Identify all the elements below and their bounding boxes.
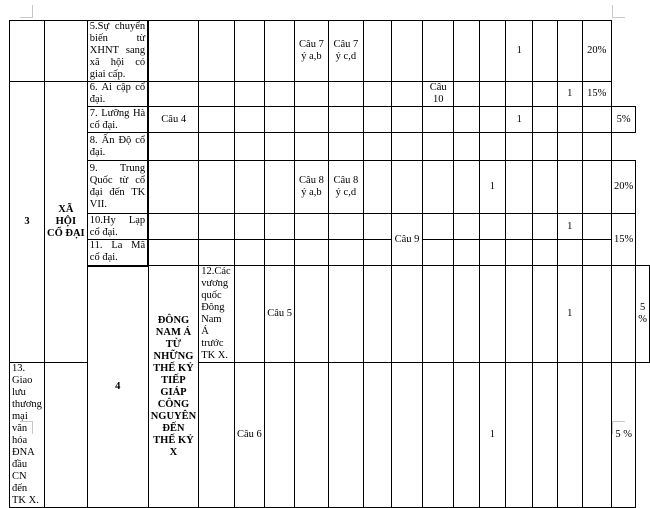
content-cell: 11. La Mã cổ đại. — [87, 240, 148, 266]
count-cell: 1 — [558, 82, 583, 107]
question-cell: Câu 6 — [234, 363, 265, 508]
count-cell: 1 — [479, 363, 506, 508]
content-cell: 13. Giao lưu thương mại văn hóa ĐNA đầu CN đến TK X. — [10, 363, 45, 508]
content-cell: 6. Ai cập cổ đại. — [87, 82, 148, 107]
content-cell: 10.Hy Lạp cổ đại. — [87, 214, 148, 240]
table-row — [10, 240, 650, 266]
table-row — [10, 21, 650, 82]
percent-cell: 5 % — [612, 363, 636, 508]
crop-mark-top-right — [612, 5, 625, 18]
table-row — [10, 266, 650, 363]
question-cell: Câu 5 — [265, 266, 295, 363]
topic-cell — [44, 21, 87, 82]
question-cell: Câu 7 ý c,d — [328, 21, 363, 82]
count-cell: 1 — [558, 266, 583, 363]
percent-cell: 20% — [582, 21, 611, 82]
count-cell: 1 — [479, 161, 506, 214]
question-cell: Câu 4 — [148, 107, 199, 133]
percent-cell: 5 % — [636, 266, 650, 363]
crop-mark-top-left — [20, 5, 33, 18]
table-row — [10, 161, 650, 214]
table-row — [10, 133, 650, 161]
content-cell: 12.Các vương quốc Đông Nam Á trước TK X. — [199, 266, 234, 363]
section-number: 4 — [87, 266, 148, 508]
percent-cell: 5% — [612, 107, 636, 133]
count-cell: 1 — [506, 21, 533, 82]
assessment-matrix-table — [9, 20, 650, 508]
section-topic: ĐÔNG NAM Á TỪ NHỮNG THẾ KỶ TIẾP GIÁP CÔNG NGUYÊN ĐẾN THẾ KỶ X — [148, 266, 199, 508]
question-cell: Câu 7 ý a,b — [295, 21, 329, 82]
content-cell: 8. Ấn Độ cổ đại. — [87, 133, 148, 161]
content-cell: 5.Sự chuyển biến từ XHNT sang xã hội có giai cấp. — [87, 21, 148, 82]
table-row — [10, 107, 650, 133]
content-cell: 7. Lưỡng Hà cổ đại. — [87, 107, 148, 133]
percent-cell: 15% — [582, 82, 611, 107]
question-cell: Câu 9 — [391, 214, 422, 266]
table-row — [10, 82, 650, 107]
content-cell: 9. Trung Quốc từ cổ đại đến TK VII. — [87, 161, 148, 214]
section-topic: XÃ HỘI CỔ ĐẠI — [44, 82, 87, 363]
table-row — [10, 214, 650, 240]
percent-cell: 20% — [612, 161, 636, 214]
count-cell: 1 — [506, 107, 533, 133]
section-number: 3 — [10, 82, 45, 363]
num-cell — [10, 21, 45, 82]
percent-cell: 15% — [612, 214, 636, 266]
question-cell: Câu 8 ý c,d — [328, 161, 363, 214]
question-cell: Câu 8 ý a,b — [295, 161, 329, 214]
count-cell: 1 — [558, 214, 583, 240]
question-cell: Câu 10 — [423, 82, 454, 107]
